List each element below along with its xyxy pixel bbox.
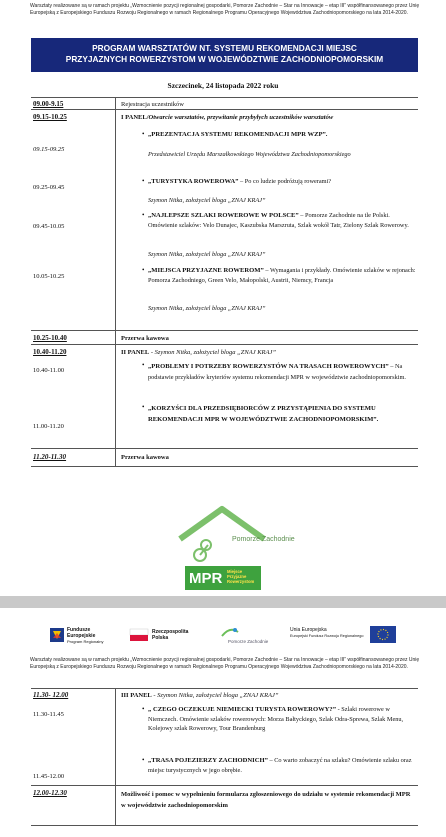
bullet-icon: •	[142, 756, 145, 764]
row-time: 09.15-10.25	[33, 113, 67, 121]
panel-heading: II PANEL - Szymon Nitka, założyciel bloga „ZNAJ KRAJ”	[121, 349, 276, 356]
session-title: „NAJLEPSZE SZLAKI ROWEROWE W POLSCE” – Pomorze Zachodnie na tle Polski. Omówienie szlaków: Velo Dunajec, Kaszubska Marszruta, Szlak wokół Tatr, Zielony Szlak Rowerowy.	[148, 212, 409, 229]
row-text: Przerwa kawowa	[121, 454, 169, 461]
funding-logos	[50, 624, 396, 646]
session-title: „KORZYŚCI DLA PRZEDSIĘBIORCÓW Z PRZYSTĄPIENIA DO SYSTEMU REKOMENDACJI MPR W WOJEWÓDZTWIE ZACHODNIOPOMORSKIM”.	[148, 405, 379, 423]
row-time: 09.00-9.15	[33, 100, 64, 108]
logo-house-text: Pomorze Zachodnie	[232, 536, 295, 543]
session-title: „PROBLEMY I POTRZEBY ROWERZYSTÓW NA TRASACH ROWEROWYCH” – Na podstawie przykładów kryteriów systemu rekomendacji MPR w województwie zachodniopomorskim.	[148, 363, 406, 381]
mpr-logo	[185, 566, 261, 590]
session-speaker: Szymon Nitka, założyciel bloga „ZNAJ KRAJ”	[148, 251, 266, 258]
session-title: „PREZENTACJA SYSTEMU REKOMENDACJI MPR WZP”.	[148, 131, 328, 138]
bullet-icon: •	[142, 130, 145, 138]
row-text: Rejestracja uczestników	[121, 101, 184, 108]
pz-logo: Pomorze Zachodnie	[220, 624, 280, 646]
session-time: 09.15-09.25	[33, 146, 65, 153]
session-time: 11.30-11.45	[33, 711, 64, 718]
bullet-icon: •	[142, 705, 145, 713]
pz-swoosh-icon	[220, 626, 240, 640]
bullet-icon: •	[142, 266, 145, 274]
bullet-icon: •	[142, 403, 145, 411]
rp-logo: Rzeczpospolita Polska	[130, 624, 205, 646]
session-title: „TURYSTYKA ROWEROWA” – Po co ludzie podróżują rowerami?	[148, 178, 332, 185]
page-2	[0, 608, 446, 837]
session-time: 11.45-12.00	[33, 773, 65, 780]
agenda-row	[31, 786, 418, 826]
house-bike-logo-icon	[170, 505, 295, 565]
session-time: 10.05-10.25	[33, 273, 65, 280]
session-time: 11.00-11.20	[33, 423, 64, 430]
eu-flag-icon	[370, 626, 396, 643]
agenda-table-continued	[31, 688, 418, 837]
session-time: 09.45-10.05	[33, 223, 65, 230]
session-speaker: Szymon Nitka, założyciel bloga „ZNAJ KRAJ”	[148, 197, 266, 204]
banner-line-1: PROGRAM WARSZTATÓW NT. SYSTEMU REKOMENDACJI MIEJSC	[92, 43, 357, 53]
agenda-row	[31, 345, 418, 449]
mpr-logo-text: MPR	[189, 570, 223, 587]
agenda-table	[31, 97, 418, 467]
session-title: „ CZEGO OCZEKUJE NIEMIECKI TURYSTA ROWEROWY?” - Szlaki rowerowe w Niemczech. Omówienie szlaków rowerowych: Morza Bałtyckiego, Szlak Odra-Sprewa, Szlak Menu, Kolejowy szlak Rowerowy, Tour Brandenburg	[148, 706, 404, 732]
session-speaker: Przedstawiciel Urzędu Marszałkowskiego Województwa Zachodniopomorskiego	[148, 151, 351, 158]
fe-stars-icon	[50, 628, 64, 642]
panel-heading: III PANEL - Szymon Nitka, założyciel bloga „ZNAJ KRAJ”	[121, 692, 279, 699]
mpr-logo-subtext: Miejsce Przyjazne Rowerzystom	[227, 569, 255, 584]
row-text: Przerwa kawowa	[121, 335, 169, 342]
agenda-row	[31, 449, 418, 467]
row-text: Możliwość i pomoc w wypełnieniu formularza zgłoszeniowego do udziału w systemie rekomendacji MPR w województwie zachodniopomorskim	[121, 791, 411, 809]
bullet-icon: •	[142, 361, 145, 369]
funding-note: Warsztaty realizowane są w ramach projektu „Wzmocnienie pozycji regionalnej gospodarki, Pomorze Zachodnie – Star na Innowacje – etap III” współfinansowanego przez Unię Europejską z Europejskiego Funduszu Rozwoju Regionalnego w ramach Regionalnego Programu Operacyjnego Województwa Zachodniopomorskiego na lata 2014-2020.	[30, 657, 420, 670]
bullet-icon: •	[142, 211, 145, 219]
session-title: „MIEJSCA PRZYJAZNE ROWEROM” – Wymagania i przykłady. Omówienie szlaków w rejonach: Pomorza Zachodniego, Green Velo, Małopolski, Austrii, Niemcy, Francja	[148, 267, 416, 284]
row-time: 12.00-12.30	[33, 789, 67, 797]
agenda-row	[31, 331, 418, 345]
bullet-icon: •	[142, 177, 145, 185]
ue-logo: Unia Europejska Europejski Fundusz Rozwoju Regionalnego	[290, 624, 396, 646]
session-time: 09.25-09.45	[33, 184, 65, 191]
agenda-row	[31, 97, 418, 110]
session-time: 10.40-11.00	[33, 367, 65, 374]
event-date: Szczecinek, 24 listopada 2022 roku	[167, 81, 279, 90]
fe-logo: Fundusze Europejskie Program Regionalny	[50, 624, 120, 646]
agenda-row	[31, 688, 418, 786]
row-time: 11.30- 12.00	[33, 691, 69, 699]
row-time: 10.25-10.40	[33, 334, 67, 342]
panel-heading: I PANEL/Otwarcie warsztatów, przywitanie przybyłych uczestników warsztatów	[121, 114, 334, 121]
banner-line-2: PRZYJAZNYCH ROWERZYSTOM W WOJEWÓDZTWIE ZACHODNIOPOMORSKIM	[65, 54, 384, 64]
session-speaker: Szymon Nitka, założyciel bloga „ZNAJ KRAJ”	[148, 305, 266, 312]
program-banner	[31, 38, 418, 72]
funding-note: Warsztaty realizowane są w ramach projektu „Wzmocnienie pozycji regionalnej gospodarki, Pomorze Zachodnie – Star na Innowacje – etap III” współfinansowanego przez Unię Europejską z Europejskiego Funduszu Rozwoju Regionalnego w ramach Regionalnego Programu Operacyjnego Województwa Zachodniopomorskiego na lata 2014-2020.	[30, 3, 420, 16]
page-separator	[0, 596, 446, 608]
polish-flag-icon	[130, 629, 148, 641]
session-title: „TRASA POJEZIERZY ZACHODNICH” – Co warto zobaczyć na szlaku? Omówienie szlaku oraz miejsc turystycznych w jego obrębie.	[148, 757, 412, 774]
row-time: 11.20-11.30	[33, 453, 67, 461]
agenda-row	[31, 110, 418, 331]
row-time: 10.40-11.20	[33, 348, 67, 356]
